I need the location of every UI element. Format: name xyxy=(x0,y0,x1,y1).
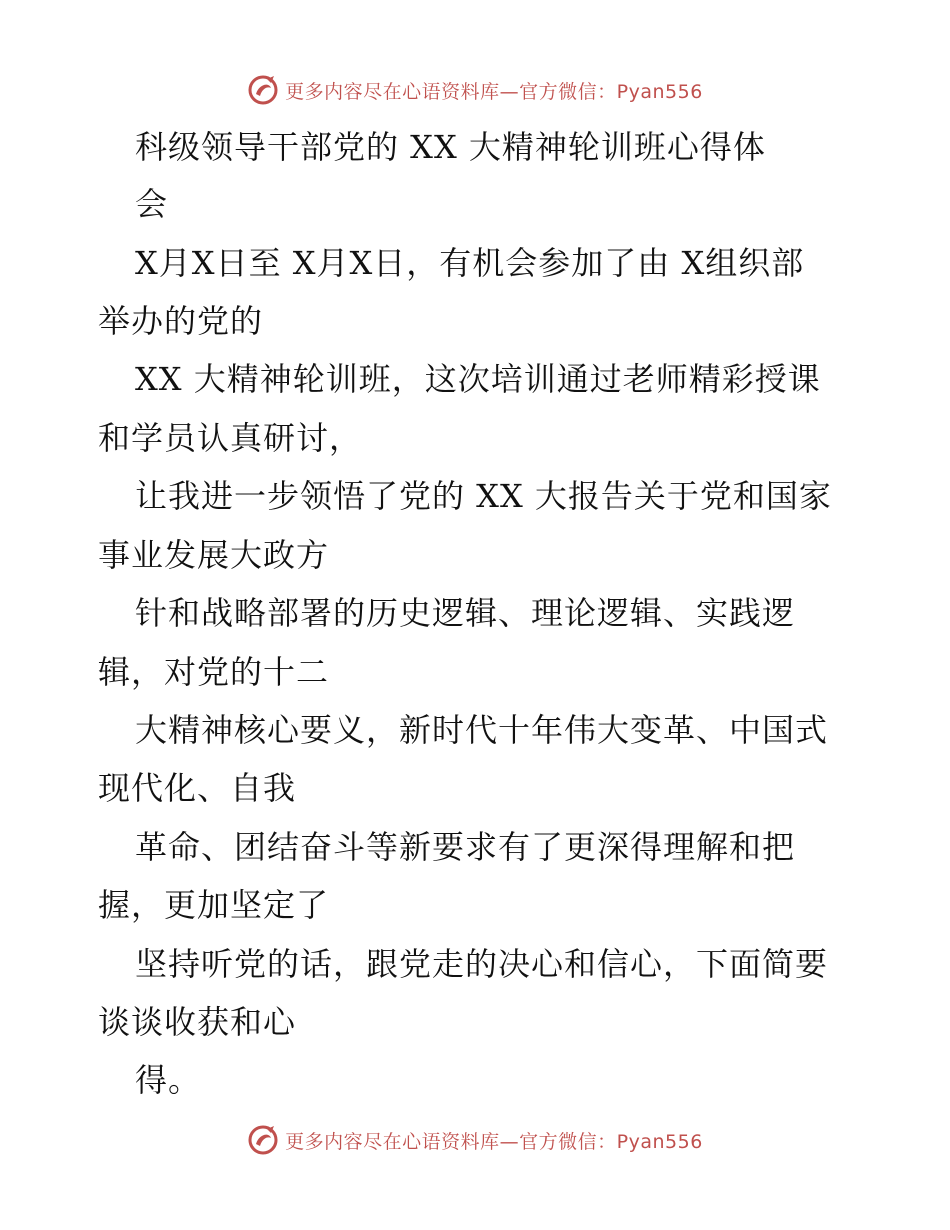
footer-banner xyxy=(0,1120,950,1160)
paragraph-line: 得。 xyxy=(135,1061,202,1099)
paragraph-line: XX 大精神轮训班，这次培训通过老师精彩授课 xyxy=(135,360,821,398)
paragraph-line: 大精神核心要义，新时代十年伟大变革、中国式 xyxy=(135,711,829,749)
paragraph-line: X月X日至 X月X日，有机会参加了由 X组织部 xyxy=(135,244,805,282)
paragraph-line: 辑，对党的十二 xyxy=(98,653,330,691)
paragraph-line: 握，更加坚定了 xyxy=(98,886,330,924)
red-swirl-logo-icon xyxy=(247,74,279,106)
footer-banner-text: 更多内容尽在心语资料库—官方微信：Pyan556 xyxy=(285,1130,703,1153)
paragraph-line: 和学员认真研讨， xyxy=(98,419,363,457)
red-swirl-logo-icon xyxy=(247,1124,279,1156)
document-title-line-1: 科级领导干部党的 XX 大精神轮训班心得体 xyxy=(135,128,766,166)
document-title-line-2: 会 xyxy=(135,185,169,223)
paragraph-line: 事业发展大政方 xyxy=(98,536,330,574)
paragraph-line: 针和战略部署的历史逻辑、理论逻辑、实践逻 xyxy=(135,594,796,632)
header-banner xyxy=(0,70,950,110)
paragraph-line: 举办的党的 xyxy=(98,302,264,340)
paragraph-line: 革命、团结奋斗等新要求有了更深得理解和把 xyxy=(135,828,796,866)
paragraph-line: 谈谈收获和心 xyxy=(98,1003,297,1041)
paragraph-line: 让我进一步领悟了党的 XX 大报告关于党和国家 xyxy=(135,477,832,515)
header-banner-text: 更多内容尽在心语资料库—官方微信：Pyan556 xyxy=(285,80,703,103)
paragraph-line: 现代化、自我 xyxy=(98,769,297,807)
paragraph-line: 坚持听党的话，跟党走的决心和信心，下面简要 xyxy=(135,945,829,983)
